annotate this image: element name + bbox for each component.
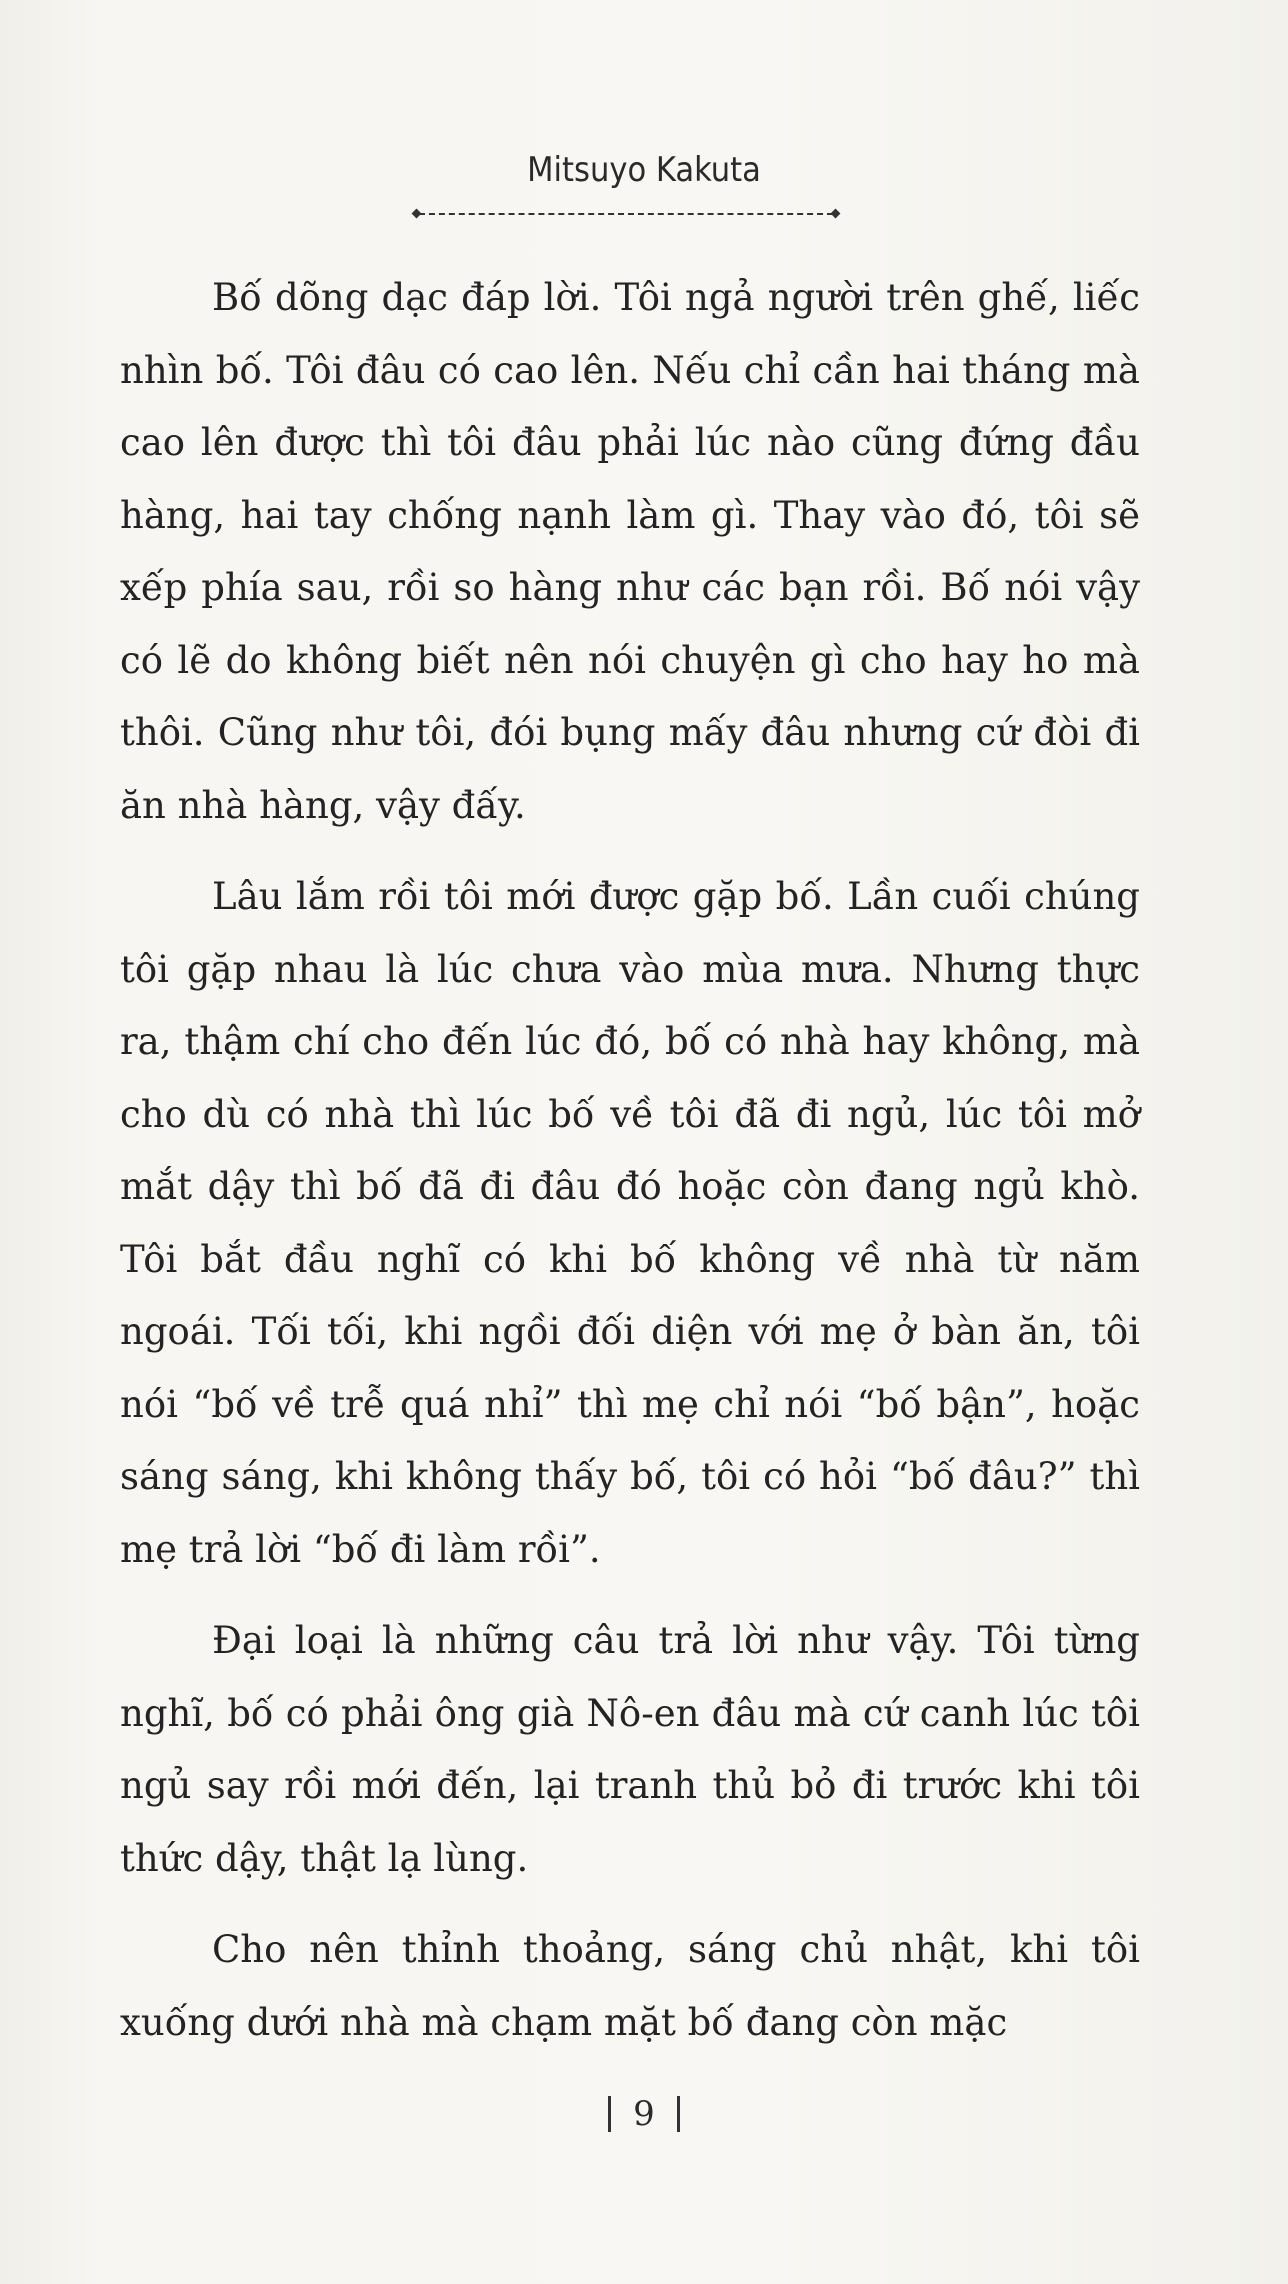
paragraph: Cho nên thỉnh thoảng, sáng chủ nhật, khi tôi xuống dưới nhà mà chạm mặt bố đang còn mặc [120,1928,1140,2044]
divider-diamond-right [831,209,841,219]
page-number-value: 9 [633,2094,655,2134]
running-header [0,150,1288,190]
header-divider [413,210,839,218]
paragraph: Bố dõng dạc đáp lời. Tôi ngả người trên ghế, liếc nhìn bố. Tôi đâu có cao lên. Nếu chỉ cần hai tháng mà cao lên được thì tôi đâu phải lúc nào cũng đứng đầu hàng, hai tay chống nạnh làm gì. Thay vào đó, tôi sẽ xếp phía sau, rồi so hàng như các bạn rồi. Bố nói vậy có lẽ do không biết nên nói chuyện gì cho hay ho mà thôi. Cũng như tôi, đói bụng mấy đâu nhưng cứ đòi đi ăn nhà hàng, vậy đấy. [120,276,1140,827]
page-number-bar-right [677,2096,680,2132]
divider-dashed-line [419,213,833,215]
page-number [0,2092,1288,2134]
body-text [120,262,1140,2059]
page-number-bar-left [608,2096,611,2132]
paragraph: Lâu lắm rồi tôi mới được gặp bố. Lần cuối chúng tôi gặp nhau là lúc chưa vào mùa mưa. Nhưng thực ra, thậm chí cho đến lúc đó, bố có nhà hay không, mà cho dù có nhà thì lúc bố về tôi đã đi ngủ, lúc tôi mở mắt dậy thì bố đã đi đâu đó hoặc còn đang ngủ khò. Tôi bắt đầu nghĩ có khi bố không về nhà từ năm ngoái. Tối tối, khi ngồi đối diện với mẹ ở bàn ăn, tôi nói “bố về trễ quá nhỉ” thì mẹ chỉ nói “bố bận”, hoặc sáng sáng, khi không thấy bố, tôi có hỏi “bố đâu?” thì mẹ trả lời “bố đi làm rồi”. [120,875,1140,1571]
paragraph: Đại loại là những câu trả lời như vậy. Tôi từng nghĩ, bố có phải ông già Nô-en đâu mà cứ canh lúc tôi ngủ say rồi mới đến, lại tranh thủ bỏ đi trước khi tôi thức dậy, thật lạ lùng. [120,1619,1140,1880]
author-name: Mitsuyo Kakuta [527,150,761,190]
